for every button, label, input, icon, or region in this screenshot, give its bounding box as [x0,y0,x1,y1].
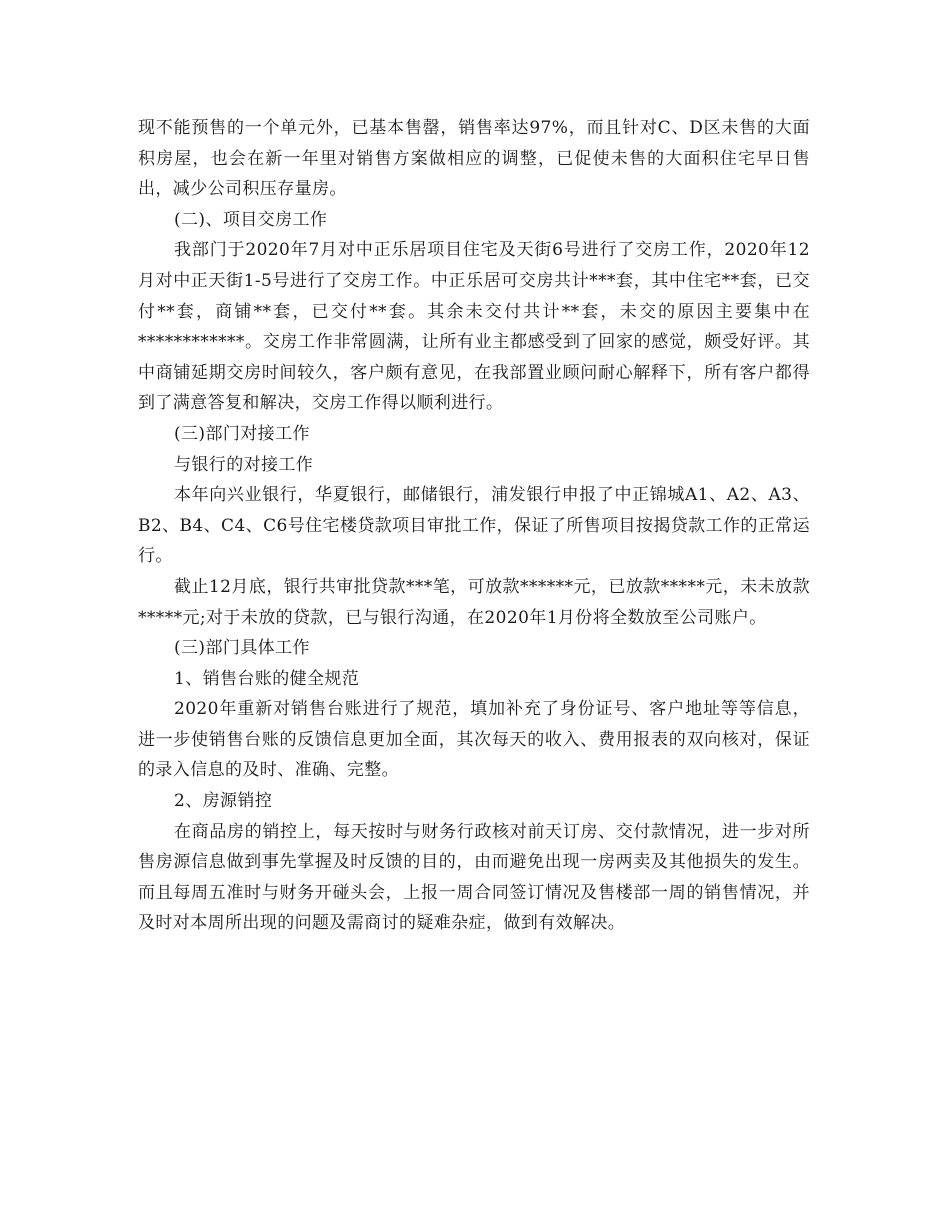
paragraph-sales-continued: 现不能预售的一个单元外，已基本售罄，销售率达97%，而且针对C、D区未售的大面积房屋，也会在新一年里对销售方案做相应的调整，已促使未售的大面积住宅早日售出，减少公司积压存量房。 [138,118,810,200]
document-page [138,113,810,939]
heading-handover-work: (二)、项目交房工作 [174,209,328,230]
paragraph-loan-status: 截止12月底，银行共审批贷款***笔，可放款******元，已放款*****元，未未放款*****元;对于未放的贷款，已与银行沟通，在2020年1月份将全数放至公司账户。 [138,576,810,628]
paragraph-inventory-control: 在商品房的销控上，每天按时与财务行政核对前天订房、交付款情况，进一步对所售房源信息做到事先掌握及时反馈的目的，由而避免出现一房两卖及其他损失的发生。而且每周五准时与财务开碰头会，上报一周合同签订情况及售楼部一周的销售情况，并及时对本周所出现的问题及需商讨的疑难杂症，做到有效解决。 [138,821,810,934]
paragraph-sales-ledger: 2020年重新对销售台账进行了规范，填加补充了身份证号、客户地址等等信息，进一步使销售台账的反馈信息更加全面，其次每天的收入、费用报表的双向核对，保证的录入信息的及时、准确、完整。 [138,699,810,781]
heading-department-liaison: (三)部门对接工作 [174,423,310,444]
paragraph-handover-details: 我部门于2020年7月对中正乐居项目住宅及天街6号进行了交房工作，2020年12月对中正天街1-5号进行了交房工作。中正乐居可交房共计***套，其中住宅**套，已交付**套，商铺**套，已交付**套。其余未交付共计**套，未交的原因主要集中在************。交房工作非常圆满，让所有业主都感受到了回家的感觉，颇受好评。其中商铺延期交房时间较久，客户颇有意见，在我部置业顾问耐心解释下，所有客户都得到了满意答复和解决，交房工作得以顺利进行。 [138,240,810,414]
heading-department-specific-work: (三)部门具体工作 [174,638,310,659]
subheading-sales-ledger: 1、销售台账的健全规范 [174,668,360,689]
subheading-bank-liaison: 与银行的对接工作 [174,454,314,475]
subheading-inventory-control: 2、房源销控 [174,791,273,812]
paragraph-bank-applications: 本年向兴业银行，华夏银行，邮储银行，浦发银行申报了中正锦城A1、A2、A3、B2、B4、C4、C6号住宅楼贷款项目审批工作，保证了所售项目按揭贷款工作的正常运行。 [138,485,810,567]
